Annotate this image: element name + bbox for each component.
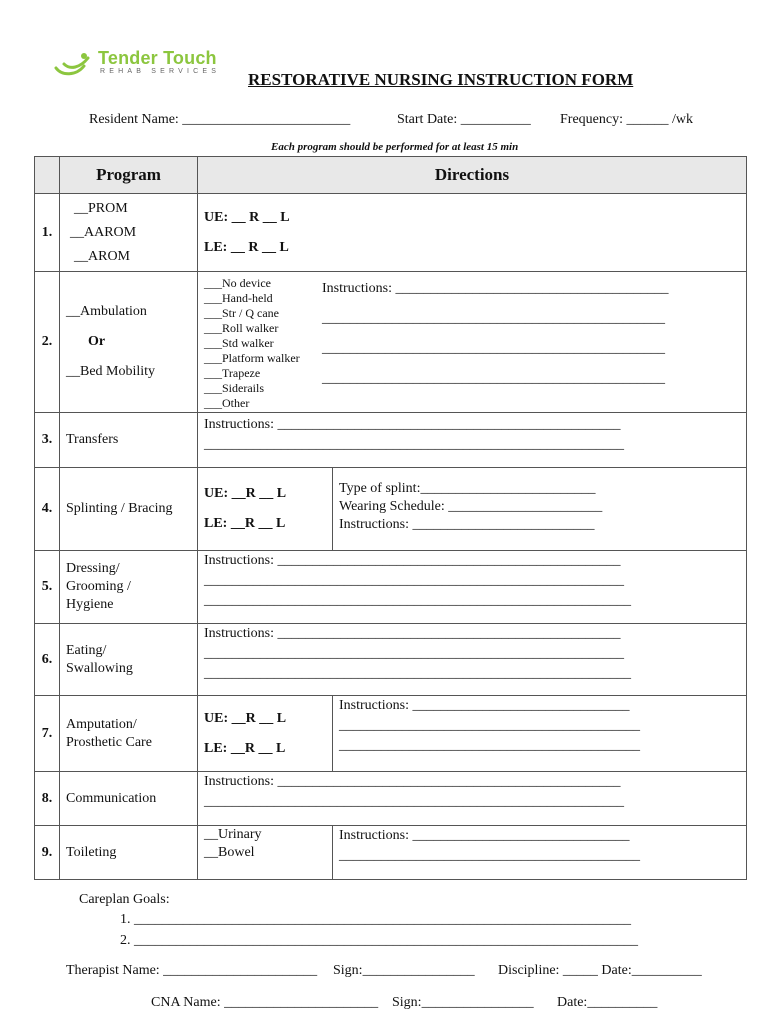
instructions-line[interactable]: ___________________________________________ — [339, 848, 640, 863]
splint-type-field[interactable]: Type of splint:_________________________ — [339, 481, 596, 496]
ambulation-option[interactable]: __Ambulation — [66, 304, 147, 319]
frequency-field[interactable]: Frequency: ______ /wk — [560, 112, 693, 127]
directions-column-header: Directions — [198, 157, 747, 194]
goal-1-field[interactable]: 1. _______________________________________________________________________ — [120, 912, 631, 927]
cna-sign-field[interactable]: Sign:________________ — [392, 995, 534, 1010]
row-number: 7. — [35, 696, 60, 772]
form-title: RESTORATIVE NURSING INSTRUCTION FORM — [248, 70, 634, 89]
le-side-field[interactable]: LE: __R __ L — [204, 740, 286, 756]
hands-heart-icon — [54, 50, 94, 80]
program-table — [34, 156, 747, 880]
ue-side-field[interactable]: UE: __ R __ L — [204, 209, 290, 225]
device-option[interactable]: ___Platform walker — [204, 351, 300, 365]
device-option[interactable]: ___Str / Q cane — [204, 306, 279, 320]
instructions-line[interactable]: ___________________________________________ — [339, 718, 640, 733]
device-option[interactable]: ___Siderails — [204, 381, 264, 395]
goal-2-field[interactable]: 2. ________________________________________________________________________ — [120, 933, 638, 948]
prosthetic-instructions-field[interactable]: Instructions: _______________________________ — [339, 698, 630, 713]
wearing-schedule-field[interactable]: Wearing Schedule: ______________________ — [339, 499, 603, 514]
table-row — [35, 194, 747, 272]
swallowing-label: Swallowing — [66, 660, 133, 676]
row-number: 2. — [35, 272, 60, 413]
aarom-option[interactable]: __AAROM — [70, 224, 137, 240]
bowel-option[interactable]: __Bowel — [204, 845, 255, 860]
table-header — [35, 157, 747, 194]
instructions-line[interactable]: _____________________________________________________________ — [204, 593, 631, 608]
device-option[interactable]: ___Other — [204, 396, 250, 410]
le-side-field[interactable]: LE: __ R __ L — [204, 239, 289, 255]
instructions-line[interactable]: ____________________________________________________________ — [204, 437, 624, 452]
dressing-label: Dressing/ — [66, 561, 120, 576]
row-number: 8. — [35, 772, 60, 826]
toileting-instructions-field[interactable]: Instructions: _______________________________ — [339, 828, 630, 843]
communication-label: Communication — [60, 772, 198, 826]
le-side-field[interactable]: LE: __R __ L — [204, 516, 286, 531]
device-option[interactable]: ___Roll walker — [204, 321, 279, 335]
instructions-line[interactable]: ____________________________________________________________ — [204, 794, 624, 809]
bed-mobility-option[interactable]: __Bed Mobility — [66, 364, 156, 379]
transfers-label: Transfers — [60, 413, 198, 468]
ue-side-field[interactable]: UE: __R __ L — [204, 486, 287, 501]
communication-instructions-field[interactable]: Instructions: _________________________________________________ — [204, 774, 621, 789]
ue-side-field[interactable]: UE: __R __ L — [204, 710, 287, 726]
dressing-instructions-field[interactable]: Instructions: _________________________________________________ — [204, 553, 621, 568]
device-option[interactable]: ___Hand-held — [204, 291, 273, 305]
instructions-line[interactable]: _________________________________________________ — [322, 311, 665, 326]
table-row — [35, 772, 747, 826]
ambulation-instructions-field[interactable]: Instructions: _______________________________________ — [322, 281, 669, 296]
splinting-label: Splinting / Bracing — [60, 468, 198, 551]
therapist-sign-field[interactable]: Sign:________________ — [333, 963, 475, 978]
device-option[interactable]: ___Std walker — [204, 336, 274, 350]
row-number: 1. — [35, 194, 60, 272]
or-label: Or — [88, 334, 106, 349]
arom-option[interactable]: __AROM — [74, 248, 131, 264]
cna-name-field[interactable]: CNA Name: ______________________ — [151, 995, 379, 1010]
eating-instructions-field[interactable]: Instructions: _________________________________________________ — [204, 626, 621, 641]
hygiene-label: Hygiene — [66, 597, 114, 612]
therapist-name-field[interactable]: Therapist Name: ______________________ — [66, 963, 318, 978]
device-option[interactable]: ___No device — [204, 276, 271, 290]
table-row — [35, 696, 747, 772]
device-option[interactable]: ___Trapeze — [204, 366, 261, 380]
careplan-goals-label: Careplan Goals: — [79, 892, 170, 907]
prom-option[interactable]: __PROM — [74, 200, 128, 216]
brand-logo — [54, 48, 224, 84]
amputation-label: Amputation/ — [66, 716, 137, 732]
table-row — [35, 624, 747, 696]
row-number: 9. — [35, 826, 60, 880]
urinary-option[interactable]: __Urinary — [204, 827, 262, 842]
program-column-header: Program — [60, 157, 198, 194]
instructions-line[interactable]: _________________________________________________ — [322, 341, 665, 356]
table-row — [35, 272, 747, 413]
eating-label: Eating/ — [66, 642, 107, 658]
cna-date-field[interactable]: Date:__________ — [557, 995, 658, 1010]
resident-name-field[interactable]: Resident Name: ________________________ — [89, 112, 351, 127]
table-row — [35, 468, 747, 551]
transfers-instructions-field[interactable]: Instructions: _________________________________________________ — [204, 417, 621, 432]
prosthetic-care-label: Prosthetic Care — [66, 734, 152, 750]
instructions-line[interactable]: _________________________________________________ — [322, 371, 665, 386]
brand-tagline: REHAB SERVICES — [100, 68, 221, 75]
table-row — [35, 826, 747, 880]
table-row — [35, 551, 747, 624]
row-number: 6. — [35, 624, 60, 696]
brand-name: Tender Touch — [98, 48, 217, 68]
duration-note: Each program should be performed for at least 15 min — [271, 141, 519, 153]
table-row — [35, 413, 747, 468]
row-number: 5. — [35, 551, 60, 624]
instructions-line[interactable]: ____________________________________________________________ — [204, 573, 624, 588]
row-number: 3. — [35, 413, 60, 468]
grooming-label: Grooming / — [66, 579, 131, 594]
instructions-line[interactable]: _____________________________________________________________ — [204, 666, 631, 681]
toileting-label: Toileting — [60, 826, 198, 880]
instructions-line[interactable]: ___________________________________________ — [339, 738, 640, 753]
discipline-date-field[interactable]: Discipline: _____ Date:__________ — [498, 963, 702, 978]
splint-instructions-field[interactable]: Instructions: __________________________ — [339, 517, 595, 532]
start-date-field[interactable]: Start Date: __________ — [397, 112, 531, 127]
instructions-line[interactable]: ____________________________________________________________ — [204, 646, 624, 661]
row-number: 4. — [35, 468, 60, 551]
